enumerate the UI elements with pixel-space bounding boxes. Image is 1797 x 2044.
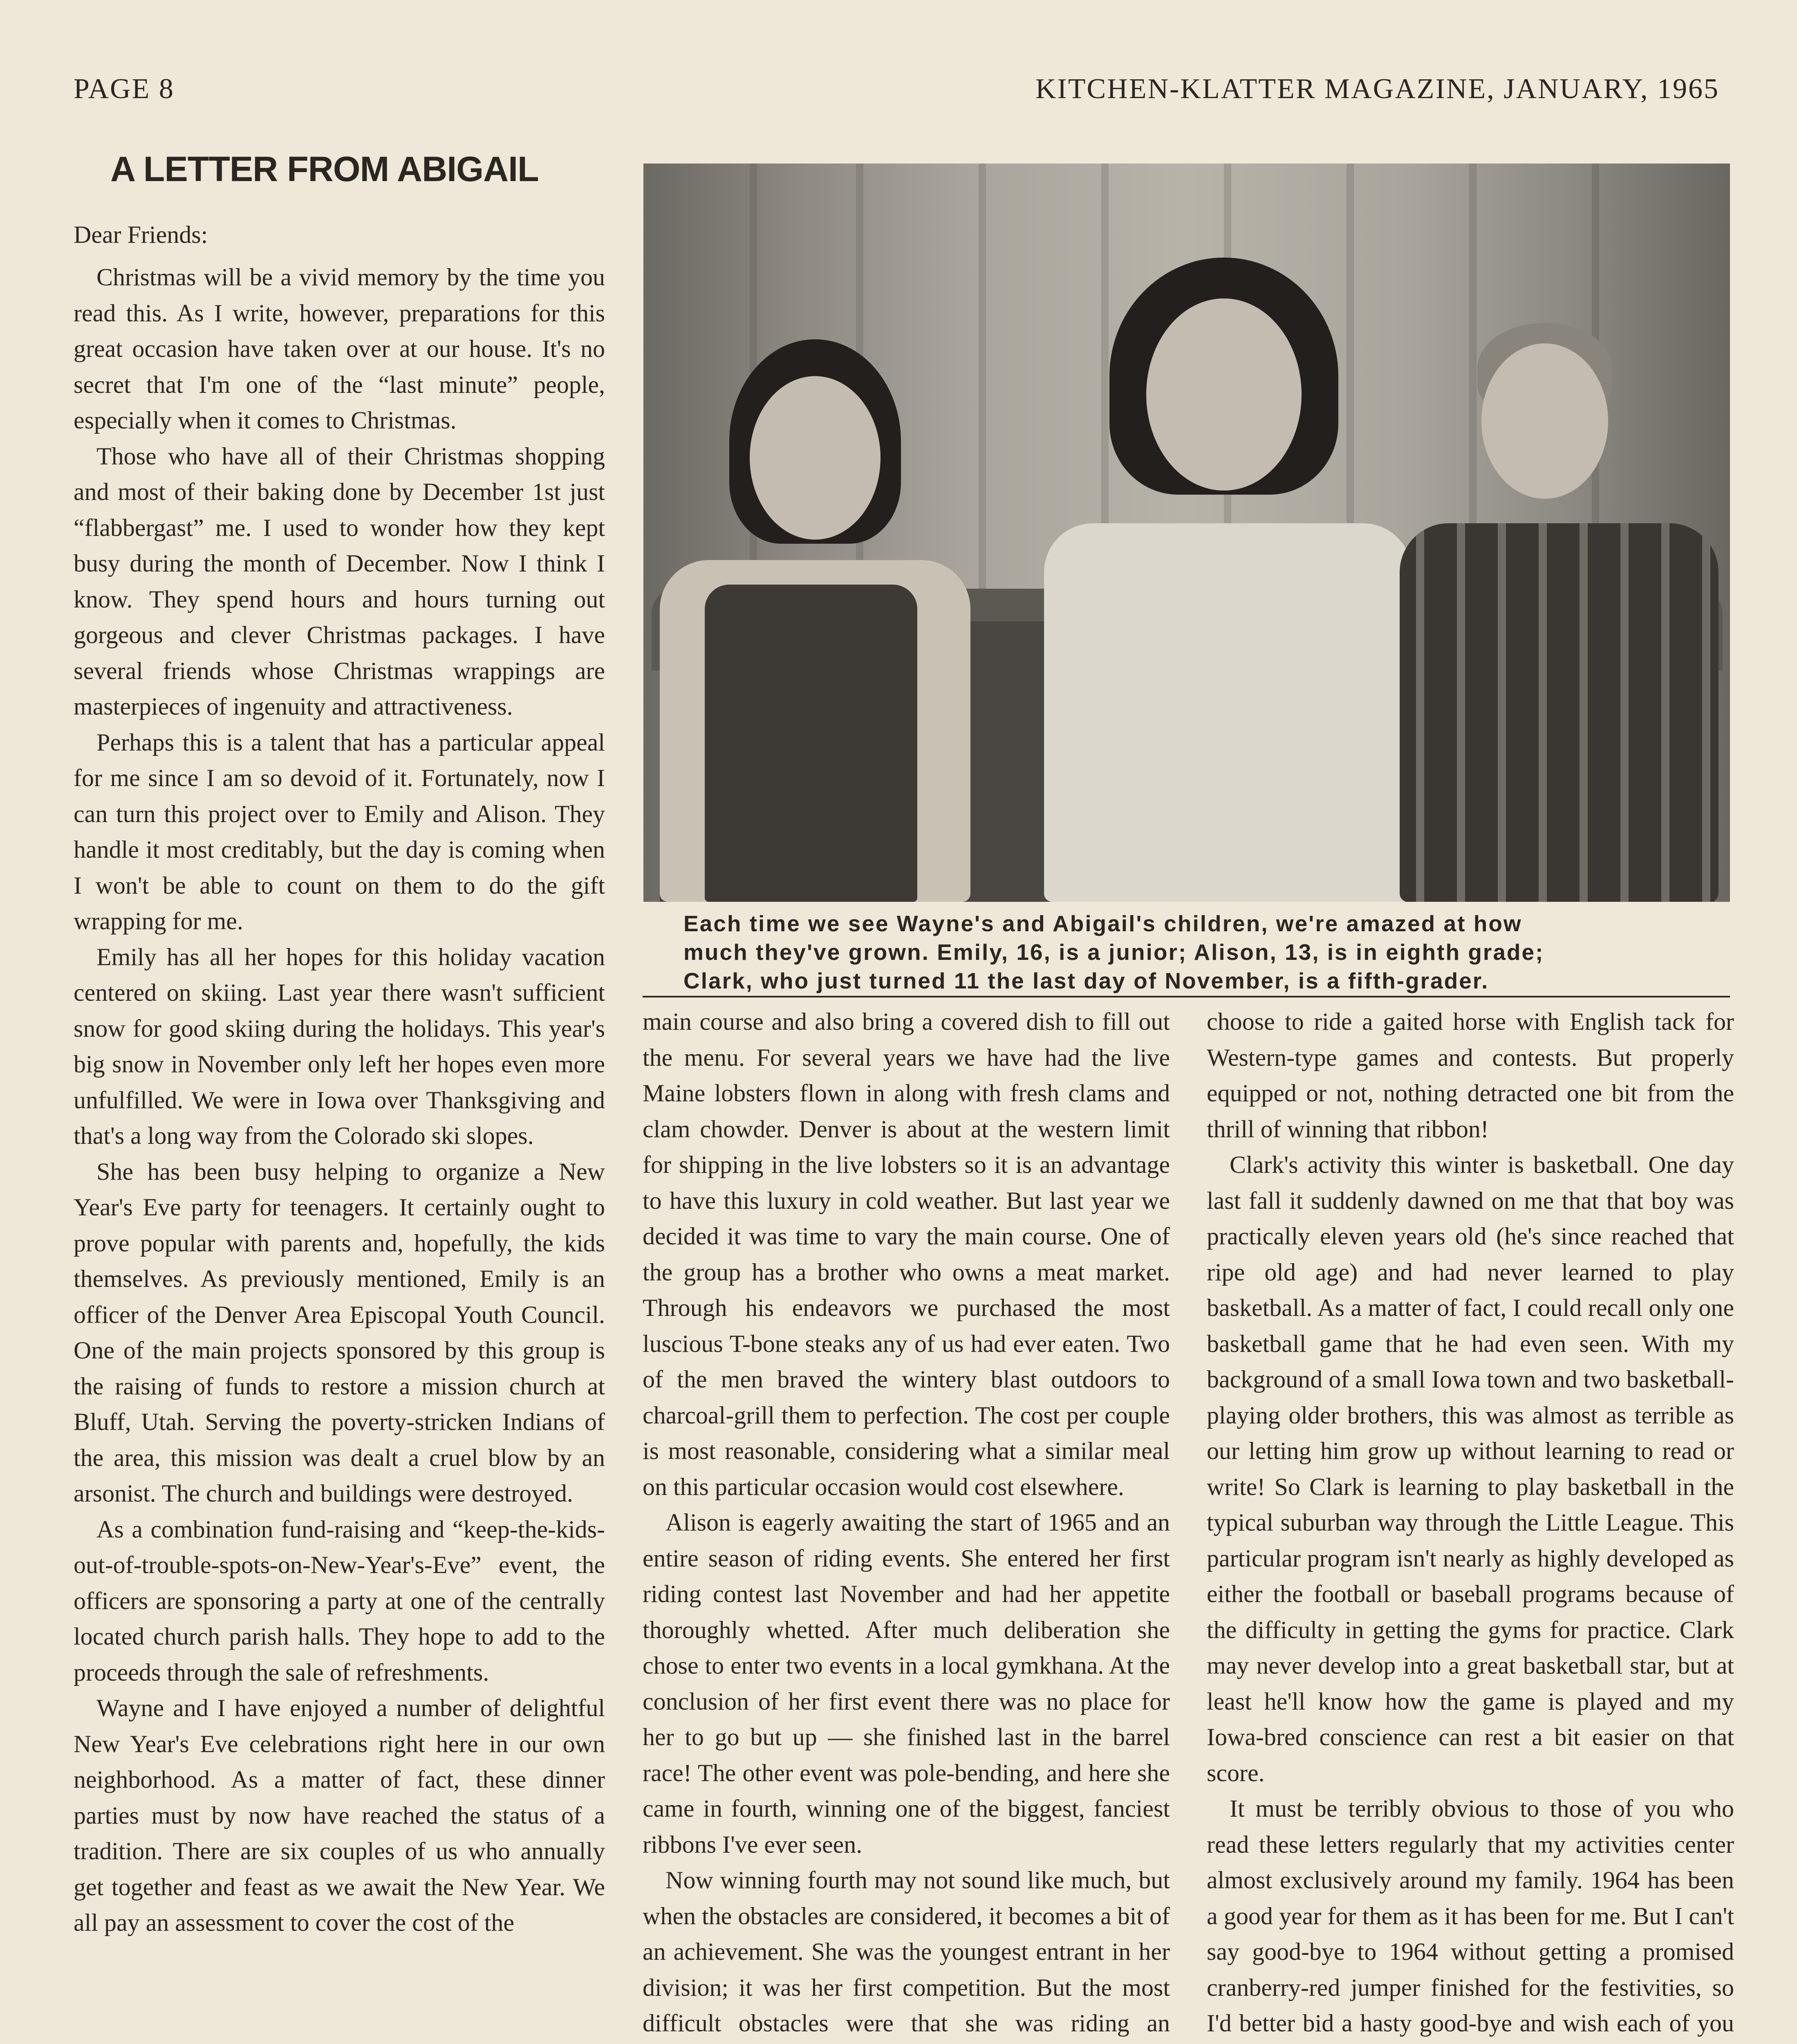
- caption-divider: [643, 996, 1730, 997]
- paragraph: Emily has all her hopes for this holiday vacation centered on skiing. Last year there wasn't sufficient snow for good skiing during the holidays. This year's big snow in November only left her hopes even more unfulfilled. We were in Iowa over Thanksgiving and that's a long way from the Colorado ski slopes.: [74, 943, 605, 1149]
- paragraph: She has been busy helping to organize a New Year's Eve party for teenagers. It certainly ought to prove popular with parents and, hopefully, the kids themselves. As previously mentioned, Emily is an officer of the Denver Area Episcopal Youth Council. One of the main projects sponsored by this group is the raising of funds to restore a mission church at Bluff, Utah. Serving the poverty-stricken Indians of the area, this mission was dealt a cruel blow by an arsonist. The church and buildings were destroyed.: [74, 1158, 605, 1507]
- article-title: A LETTER FROM ABIGAIL: [110, 150, 539, 189]
- column-3: [1207, 1004, 1734, 2044]
- page-number: PAGE 8: [74, 73, 175, 105]
- paragraph: Wayne and I have enjoyed a number of delightful New Year's Eve celebrations right here in our own neighborhood. As a matter of fact, these dinner parties must by now have reached the status of a tradition. There are six couples of us who annually get together and feast as we await the New Year. We all pay an assessment to cover the cost of the: [74, 1694, 605, 1936]
- photo-caption: [683, 909, 1705, 995]
- greeting: Dear Friends:: [74, 221, 208, 248]
- paragraph: As a combination fund-raising and “keep-the-kids-out-of-trouble-spots-on-New-Year's-Eve” event, the officers are sponsoring a party at one of the centrally located church parish halls. They hope to add to the proceeds through the sale of refreshments.: [74, 1515, 605, 1686]
- paragraph: Clark's activity this winter is basketball. One day last fall it suddenly dawned on me that that boy was practically eleven years old (he's since reached that ripe old age) and had never learned to play basketball. As a matter of fact, I could recall only one basketball game that he had even seen. With my background of a small Iowa town and two basketball-playing older brothers, this was almost as terrible as our letting him grow up without learning to read or write! So Clark is learning to play basketball in the typical suburban way through the Little League. This particular program isn't nearly as highly developed as either the football or baseball programs because of the difficulty in getting the gyms for practice. Clark may never develop into a great basketball star, but at least he'll know how the game is played and my Iowa-bred conscience can rest a bit easier on that score.: [1207, 1151, 1734, 1786]
- paragraph: main course and also bring a covered dish to fill out the menu. For several years we have had the live Maine lobsters flown in along with fresh clams and clam chowder. Denver is about at the western limit for shipping in the live lobsters so it is an advantage to have this luxury in cold weather. But last year we decided it was time to vary the main course. One of the group has a brother who owns a meat market. Through his endeavors we purchased the most luscious T-bone steaks any of us had ever eaten. Two of the men braved the wintery blast outdoors to charcoal-grill them to perfection. The cost per couple is most reasonable, considering what a similar meal on this particular occasion would cost elsewhere.: [643, 1008, 1170, 1500]
- paragraph: Alison is eagerly awaiting the start of 1965 and an entire season of riding events. She entered her first riding contest last November and had her appetite thoroughly whetted. After much deliberation she chose to enter two events in a local gymkhana. At the conclusion of her first event there was no place for her to go but up — she finished last in the barrel race! The other event was pole-bending, and here she came in fourth, winning one of the biggest, fanciest ribbons I've ever seen.: [643, 1509, 1170, 1858]
- column-2: [643, 1004, 1170, 2044]
- caption-line: Clark, who just turned 11 the last day of November, is a fifth-grader.: [683, 968, 1489, 993]
- paragraph: Perhaps this is a talent that has a particular appeal for me since I am so devoid of it. Fortunately, now I can turn this project over to Emily and Alison. They handle it most creditably, but the day is coming when I won't be able to count on them to do the gift wrapping for me.: [74, 728, 605, 935]
- paragraph: Christmas will be a vivid memory by the time you read this. As I write, however, preparations for this great occasion have taken over at our house. It's no secret that I'm one of the “last minute” people, especially when it comes to Christmas.: [74, 264, 605, 434]
- paragraph: It must be terribly obvious to those of you who read these letters regularly that my activities center almost exclusively around my family. 1964 has been a good year for them as it has been for me. But I can't say good-bye to 1964 without getting a promised cranberry-red jumper finished for the festivities, so I'd better bid a hasty good-bye and wish each of you: [1207, 1795, 1734, 2037]
- paragraph: Now winning fourth may not sound like much, but when the obstacles are considered, it becomes a bit of an achievement. She was the youngest entrant in her division; it was her first competition. But the most difficult obstacles were that she was riding an: [643, 1867, 1170, 2037]
- magazine-header: KITCHEN-KLATTER MAGAZINE, JANUARY, 1965: [1035, 73, 1719, 105]
- paragraph: choose to ride a gaited horse with English tack for Western-type games and contests. But properly equipped or not, nothing detracted one bit from the thrill of winning that ribbon!: [1207, 1008, 1734, 1143]
- caption-line: Each time we see Wayne's and Abigail's children, we're amazed at how: [683, 911, 1522, 936]
- caption-line: much they've grown. Emily, 16, is a junior; Alison, 13, is in eighth grade;: [683, 939, 1544, 965]
- paragraph: Those who have all of their Christmas shopping and most of their baking done by December 1st just “flabbergast” me. I used to wonder how they kept busy during the month of December. Now I think I know. They spend hours and hours turning out gorgeous and clever Christmas packages. I have several friends whose Christmas wrappings are masterpieces of ingenuity and attractiveness.: [74, 442, 605, 720]
- column-1: [74, 260, 605, 1941]
- family-photo: [643, 164, 1730, 902]
